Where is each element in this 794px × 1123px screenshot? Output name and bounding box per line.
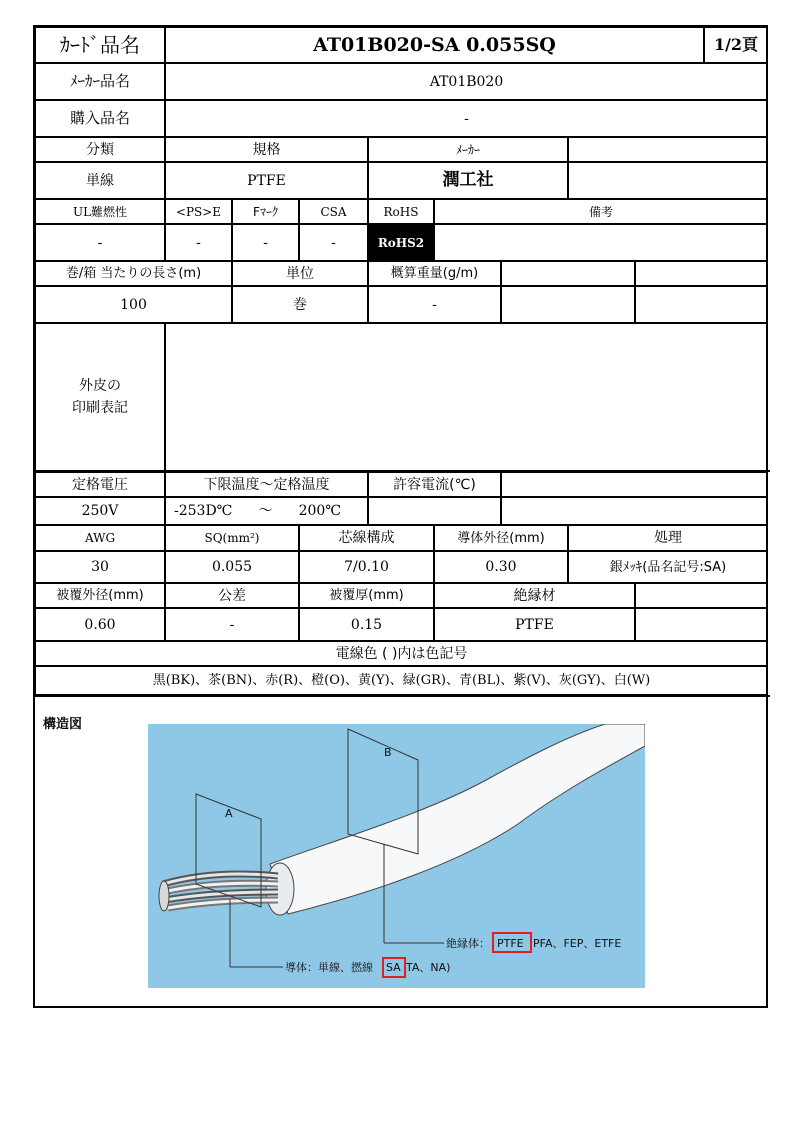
cert-header-ul: UL難燃性 bbox=[35, 199, 165, 224]
temperature-low: -253D℃ bbox=[174, 503, 233, 519]
diagram-divider bbox=[35, 695, 770, 697]
cert-ul-value: - bbox=[35, 224, 165, 261]
coating-thickness-value: 0.15 bbox=[299, 608, 434, 641]
packaging-blank-2 bbox=[635, 261, 768, 286]
weight-label: 概算重量(g/m) bbox=[368, 261, 501, 286]
spec-sheet bbox=[33, 25, 768, 1008]
classification-blank bbox=[568, 137, 768, 162]
insulation-caption-rest: PFA、FEP、ETFE bbox=[533, 937, 622, 950]
temperature-label: 下限温度～定格温度 bbox=[165, 472, 368, 497]
insulation-material-label: 絶縁材 bbox=[434, 583, 635, 608]
current-label: 許容電流(℃) bbox=[368, 472, 501, 497]
purchase-name-label: 購入品名 bbox=[35, 100, 165, 137]
unit-label: 単位 bbox=[232, 261, 368, 286]
category-value: 単線 bbox=[35, 162, 165, 199]
insulation-caption-highlight: PTFE bbox=[497, 937, 524, 950]
weight-value: - bbox=[368, 286, 501, 323]
insulation-caption-prefix: 絶縁体： bbox=[446, 937, 490, 950]
cert-pse-value: - bbox=[165, 224, 232, 261]
print-marking-value bbox=[165, 323, 768, 471]
outer-diameter-label: 被覆外径(mm) bbox=[35, 583, 165, 608]
maker-label: ﾒｰｶｰ bbox=[368, 137, 568, 162]
label-b: B bbox=[384, 746, 392, 759]
length-value: 100 bbox=[35, 286, 232, 323]
sq-value: 0.055 bbox=[165, 551, 299, 583]
print-marking-label bbox=[35, 323, 165, 471]
conductor-diameter-value: 0.30 bbox=[434, 551, 568, 583]
insulation-material-value: PTFE bbox=[434, 608, 635, 641]
purchase-name-value: - bbox=[165, 100, 768, 137]
card-name-value: AT01B020-SA 0.055SQ bbox=[165, 27, 704, 63]
current-value bbox=[368, 497, 501, 525]
conductor-caption-rest: TA、NA) bbox=[406, 961, 451, 974]
voltage-label: 定格電圧 bbox=[35, 472, 165, 497]
ratings-blank-1 bbox=[501, 472, 768, 497]
temperature-separator: ～ bbox=[258, 503, 273, 519]
packaging-blank-4 bbox=[635, 286, 768, 323]
strand-value: 7/0.10 bbox=[299, 551, 434, 583]
wire-color-label: 電線色 ( )内は色記号 bbox=[35, 641, 768, 666]
cert-header-fmark: Fﾏｰｸ bbox=[232, 199, 299, 224]
cert-header-csa: CSA bbox=[299, 199, 368, 224]
classification-blank-2 bbox=[568, 162, 768, 199]
insulation-blank-2 bbox=[635, 608, 768, 641]
cert-header-pse: <PS>E bbox=[165, 199, 232, 224]
conductor-caption-highlight: SA bbox=[386, 961, 401, 974]
tolerance-value: - bbox=[165, 608, 299, 641]
maker-name-label: ﾒｰｶｰ品名 bbox=[35, 63, 165, 100]
awg-label: AWG bbox=[35, 525, 165, 551]
packaging-blank-1 bbox=[501, 261, 635, 286]
sq-label: SQ(mm²) bbox=[165, 525, 299, 551]
treatment-label: 処理 bbox=[568, 525, 768, 551]
temperature-high: 200℃ bbox=[298, 503, 341, 519]
outer-diameter-value: 0.60 bbox=[35, 608, 165, 641]
print-marking-label-line1: 外皮の bbox=[79, 377, 121, 394]
insulation-blank-1 bbox=[635, 583, 768, 608]
cert-header-remarks: 備考 bbox=[434, 199, 768, 224]
maker-name-value: AT01B020 bbox=[165, 63, 768, 100]
cert-header-rohs: RoHS bbox=[368, 199, 434, 224]
voltage-value: 250V bbox=[35, 497, 165, 525]
print-marking-label-line2: 印刷表記 bbox=[72, 400, 128, 416]
cert-remarks-value bbox=[434, 224, 768, 261]
cert-csa-value: - bbox=[299, 224, 368, 261]
packaging-blank-3 bbox=[501, 286, 635, 323]
awg-value: 30 bbox=[35, 551, 165, 583]
wire-color-list: 黒(BK)、茶(BN)、赤(R)、橙(O)、黄(Y)、緑(GR)、青(BL)、紫(V)、灰(GY)、白(W) bbox=[35, 666, 768, 695]
standard-label: 規格 bbox=[165, 137, 368, 162]
strand-label: 芯線構成 bbox=[299, 525, 434, 551]
unit-value: 巻 bbox=[232, 286, 368, 323]
card-name-label: ｶｰﾄﾞ品名 bbox=[35, 27, 165, 63]
maker-value: 潤工社 bbox=[368, 162, 568, 199]
label-a: A bbox=[225, 807, 233, 820]
structure-diagram-title: 構造図 bbox=[43, 717, 83, 732]
treatment-value: 銀ﾒｯｷ(品名記号:SA) bbox=[568, 551, 768, 583]
temperature-value bbox=[165, 497, 368, 525]
cert-fmark-value: - bbox=[232, 224, 299, 261]
conductor-caption-prefix: 導体：単線、撚線 bbox=[285, 961, 373, 974]
conductor-diameter-label: 導体外径(mm) bbox=[434, 525, 568, 551]
page-number: 1/2頁 bbox=[704, 27, 768, 63]
cable-structure-diagram bbox=[148, 724, 645, 988]
standard-value: PTFE bbox=[165, 162, 368, 199]
category-label: 分類 bbox=[35, 137, 165, 162]
ratings-blank-2 bbox=[501, 497, 768, 525]
length-label: 巻/箱 当たりの長さ(m) bbox=[35, 261, 232, 286]
coating-thickness-label: 被覆厚(mm) bbox=[299, 583, 434, 608]
tolerance-label: 公差 bbox=[165, 583, 299, 608]
rohs-badge: RoHS2 bbox=[368, 224, 434, 261]
